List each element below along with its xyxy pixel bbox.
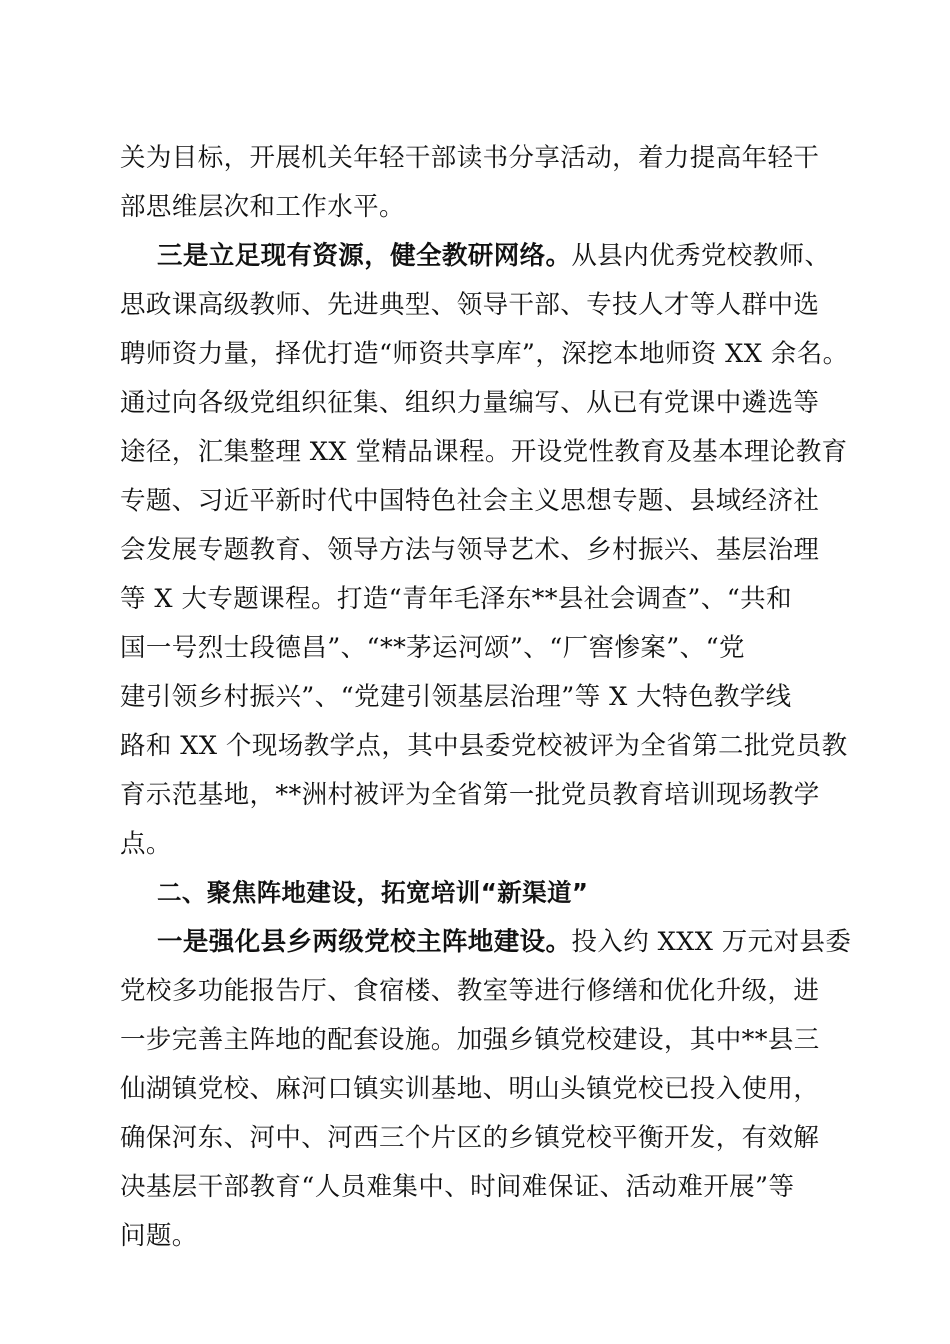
paragraph-lead: 一是强化县乡两级党校主阵地建设。 xyxy=(157,927,572,957)
paragraph-first-line xyxy=(157,234,830,278)
text-line: 专题、习近平新时代中国特色社会主义思想专题、县域经济社 xyxy=(120,486,820,516)
paragraph-text: 投入约 XXX 万元对县委 xyxy=(571,927,852,957)
text-line: 问题。 xyxy=(120,1221,198,1251)
text-line: 一步完善主阵地的配套设施。加强乡镇党校建设，其中**县三 xyxy=(120,1025,820,1055)
text-line: 党校多功能报告厅、食宿楼、教室等进行修缮和优化升级，进 xyxy=(120,976,820,1006)
text-line: 决基层干部教育“人员难集中、时间难保证、活动难开展”等 xyxy=(120,1172,795,1202)
text-line: 国一号烈士段德昌”、“**茅运河颂”、“厂窖惨案”、“党 xyxy=(120,633,745,663)
text-line: 点。 xyxy=(120,829,172,859)
text-line: 聘师资力量，择优打造“师资共享库”，深挖本地师资 XX 余名。 xyxy=(120,339,849,369)
text-line: 关为目标，开展机关年轻干部读书分享活动，着力提高年轻干 xyxy=(120,143,820,173)
section-heading: 二、聚焦阵地建设，拓宽培训“新渠道” xyxy=(157,878,589,907)
text-line: 育示范基地，**洲村被评为全省第一批党员教育培训现场教学 xyxy=(120,780,820,810)
text-line: 建引领乡村振兴”、“党建引领基层治理”等 X 大特色教学线 xyxy=(120,682,792,712)
paragraph-lead: 三是立足现有资源，健全教研网络。 xyxy=(157,241,572,271)
paragraph-text: 从县内优秀党校教师、 xyxy=(571,241,831,271)
text-line: 通过向各级党组织征集、组织力量编写、从已有党课中遴选等 xyxy=(120,388,820,418)
text-line: 路和 XX 个现场教学点，其中县委党校被评为全省第二批党员教 xyxy=(120,731,848,761)
paragraph-first-line xyxy=(157,920,851,964)
text-line: 会发展专题教育、领导方法与领导艺术、乡村振兴、基层治理 xyxy=(120,535,820,565)
text-line: 仙湖镇党校、麻河口镇实训基地、明山头镇党校已投入使用， xyxy=(120,1074,820,1104)
text-line: 途径，汇集整理 XX 堂精品课程。开设党性教育及基本理论教育 xyxy=(120,437,848,467)
text-line: 等 X 大专题课程。打造“青年毛泽东**县社会调查”、“共和 xyxy=(120,584,792,614)
text-line: 部思维层次和工作水平。 xyxy=(120,192,405,222)
text-line: 思政课高级教师、先进典型、领导干部、专技人才等人群中选 xyxy=(120,290,820,320)
text-line: 确保河东、河中、河西三个片区的乡镇党校平衡开发，有效解 xyxy=(120,1123,820,1153)
